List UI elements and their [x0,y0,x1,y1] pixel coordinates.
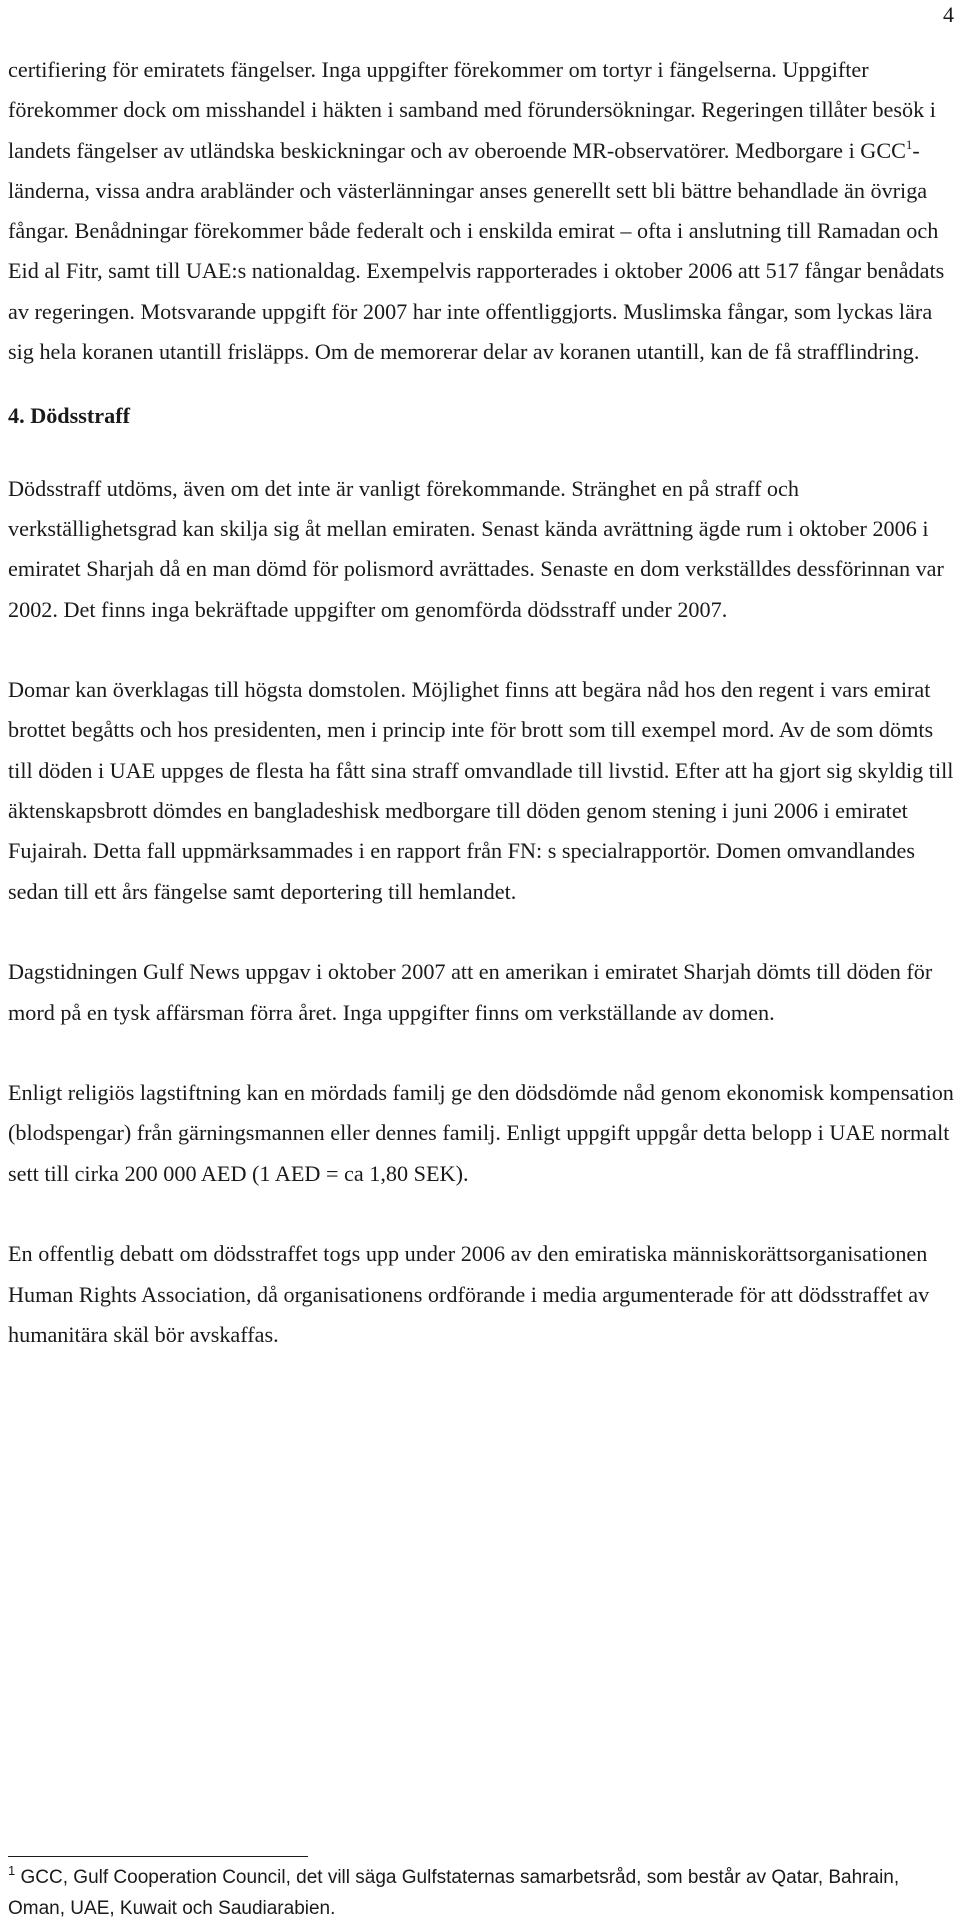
footnote-text: GCC, Gulf Cooperation Council, det vill säga Gulfstaternas samarbetsråd, som består av Qatar, Bahrain, Oman, UAE, Kuwait och Saudiarabien. [8,1867,900,1919]
paragraph-text: certifiering för emiratets fängelser. Inga uppgifter förekommer om tortyr i fängelserna. Uppgifter förekommer dock om misshandel i häkten i samband med förundersökningar. Regeringen tillåter besök i landets fängelser av utländska beskickningar och av oberoende MR-observatörer. Medborgare i GCC [8,57,936,163]
paragraph-death-penalty: Dödsstraff utdöms, även om det inte är vanligt förekommande. Stränghet en på straff och verkställighetsgrad kan skilja sig åt mellan emiraten. Senast kända avrättning ägde rum i oktober 2006 i emiratet Sharjah då en man dömd för polismord avrättades. Senaste en dom verkställdes dessförinnan var 2002. Det finns inga bekräftade uppgifter om genomförda dödsstraff under 2007. [8,475,944,622]
paragraph-prison-conditions [8,50,954,372]
page-number: 4 [943,2,954,27]
footnote [8,1862,954,1924]
paragraph-gulf-news: Dagstidningen Gulf News uppgav i oktober 2007 att en amerikan i emiratet Sharjah dömts till döden för mord på en tysk affärsman förra året. Inga uppgifter finns om verkställande av domen. [8,959,933,1025]
document-body [8,50,954,1355]
footnote-reference[interactable]: 1 [905,136,913,152]
paragraph-text: -länderna, vissa andra arabländer och västerlänningar anses generellt sett bli bättre behandlade än övriga fångar. Benådningar förekommer både federalt och i enskilda emirat – ofta i anslutning till Ramadan och Eid al Fitr, samt till UAE:s nationaldag. Exempelvis rapporterades i oktober 2006 att 517 fångar benådats av regeringen. Motsvarande uppgift för 2007 har inte offentliggjorts. Muslimska fångar, som lyckas lära sig hela koranen utantill frisläpps. Om de memorerar delar av koranen utantill, kan de få strafflindring. [8,137,945,365]
paragraph-blood-money: Enligt religiös lagstiftning kan en mördads familj ge den dödsdömde nåd genom ekonomisk kompensation (blodspengar) från gärningsmannen eller dennes familj. Enligt uppgift uppgår detta belopp i UAE normalt sett till cirka 200 000 AED (1 AED = ca 1,80 SEK). [8,1080,954,1186]
paragraph-appeals: Domar kan överklagas till högsta domstolen. Möjlighet finns att begära nåd hos den regent i vars emirat brottet begåtts och hos presidenten, men i princip inte för brott som till exempel mord. Av de som dömts till döden i UAE uppges de flesta ha fått sina straff omvandlade till livstid. Efter att ha gjort sig skyldig till äktenskapsbrott dömdes en bangladeshisk medborgare till döden genom stening i juni 2006 i emiratet Fujairah. Detta fall uppmärksammades i en rapport från FN: s specialrapportör. Domen omvandlandes sedan till ett års fängelse samt deportering till hemlandet. [8,677,954,904]
paragraph-public-debate: En offentlig debatt om dödsstraffet togs upp under 2006 av den emiratiska människorättsorganisationen Human Rights Association, då organisationens ordförande i media argumenterade för att dödsstraffet av humanitära skäl bör avskaffas. [8,1241,930,1347]
footnote-separator [8,1856,308,1857]
section-heading: 4. Dödsstraff [8,403,131,429]
footnote-marker: 1 [8,1863,16,1878]
